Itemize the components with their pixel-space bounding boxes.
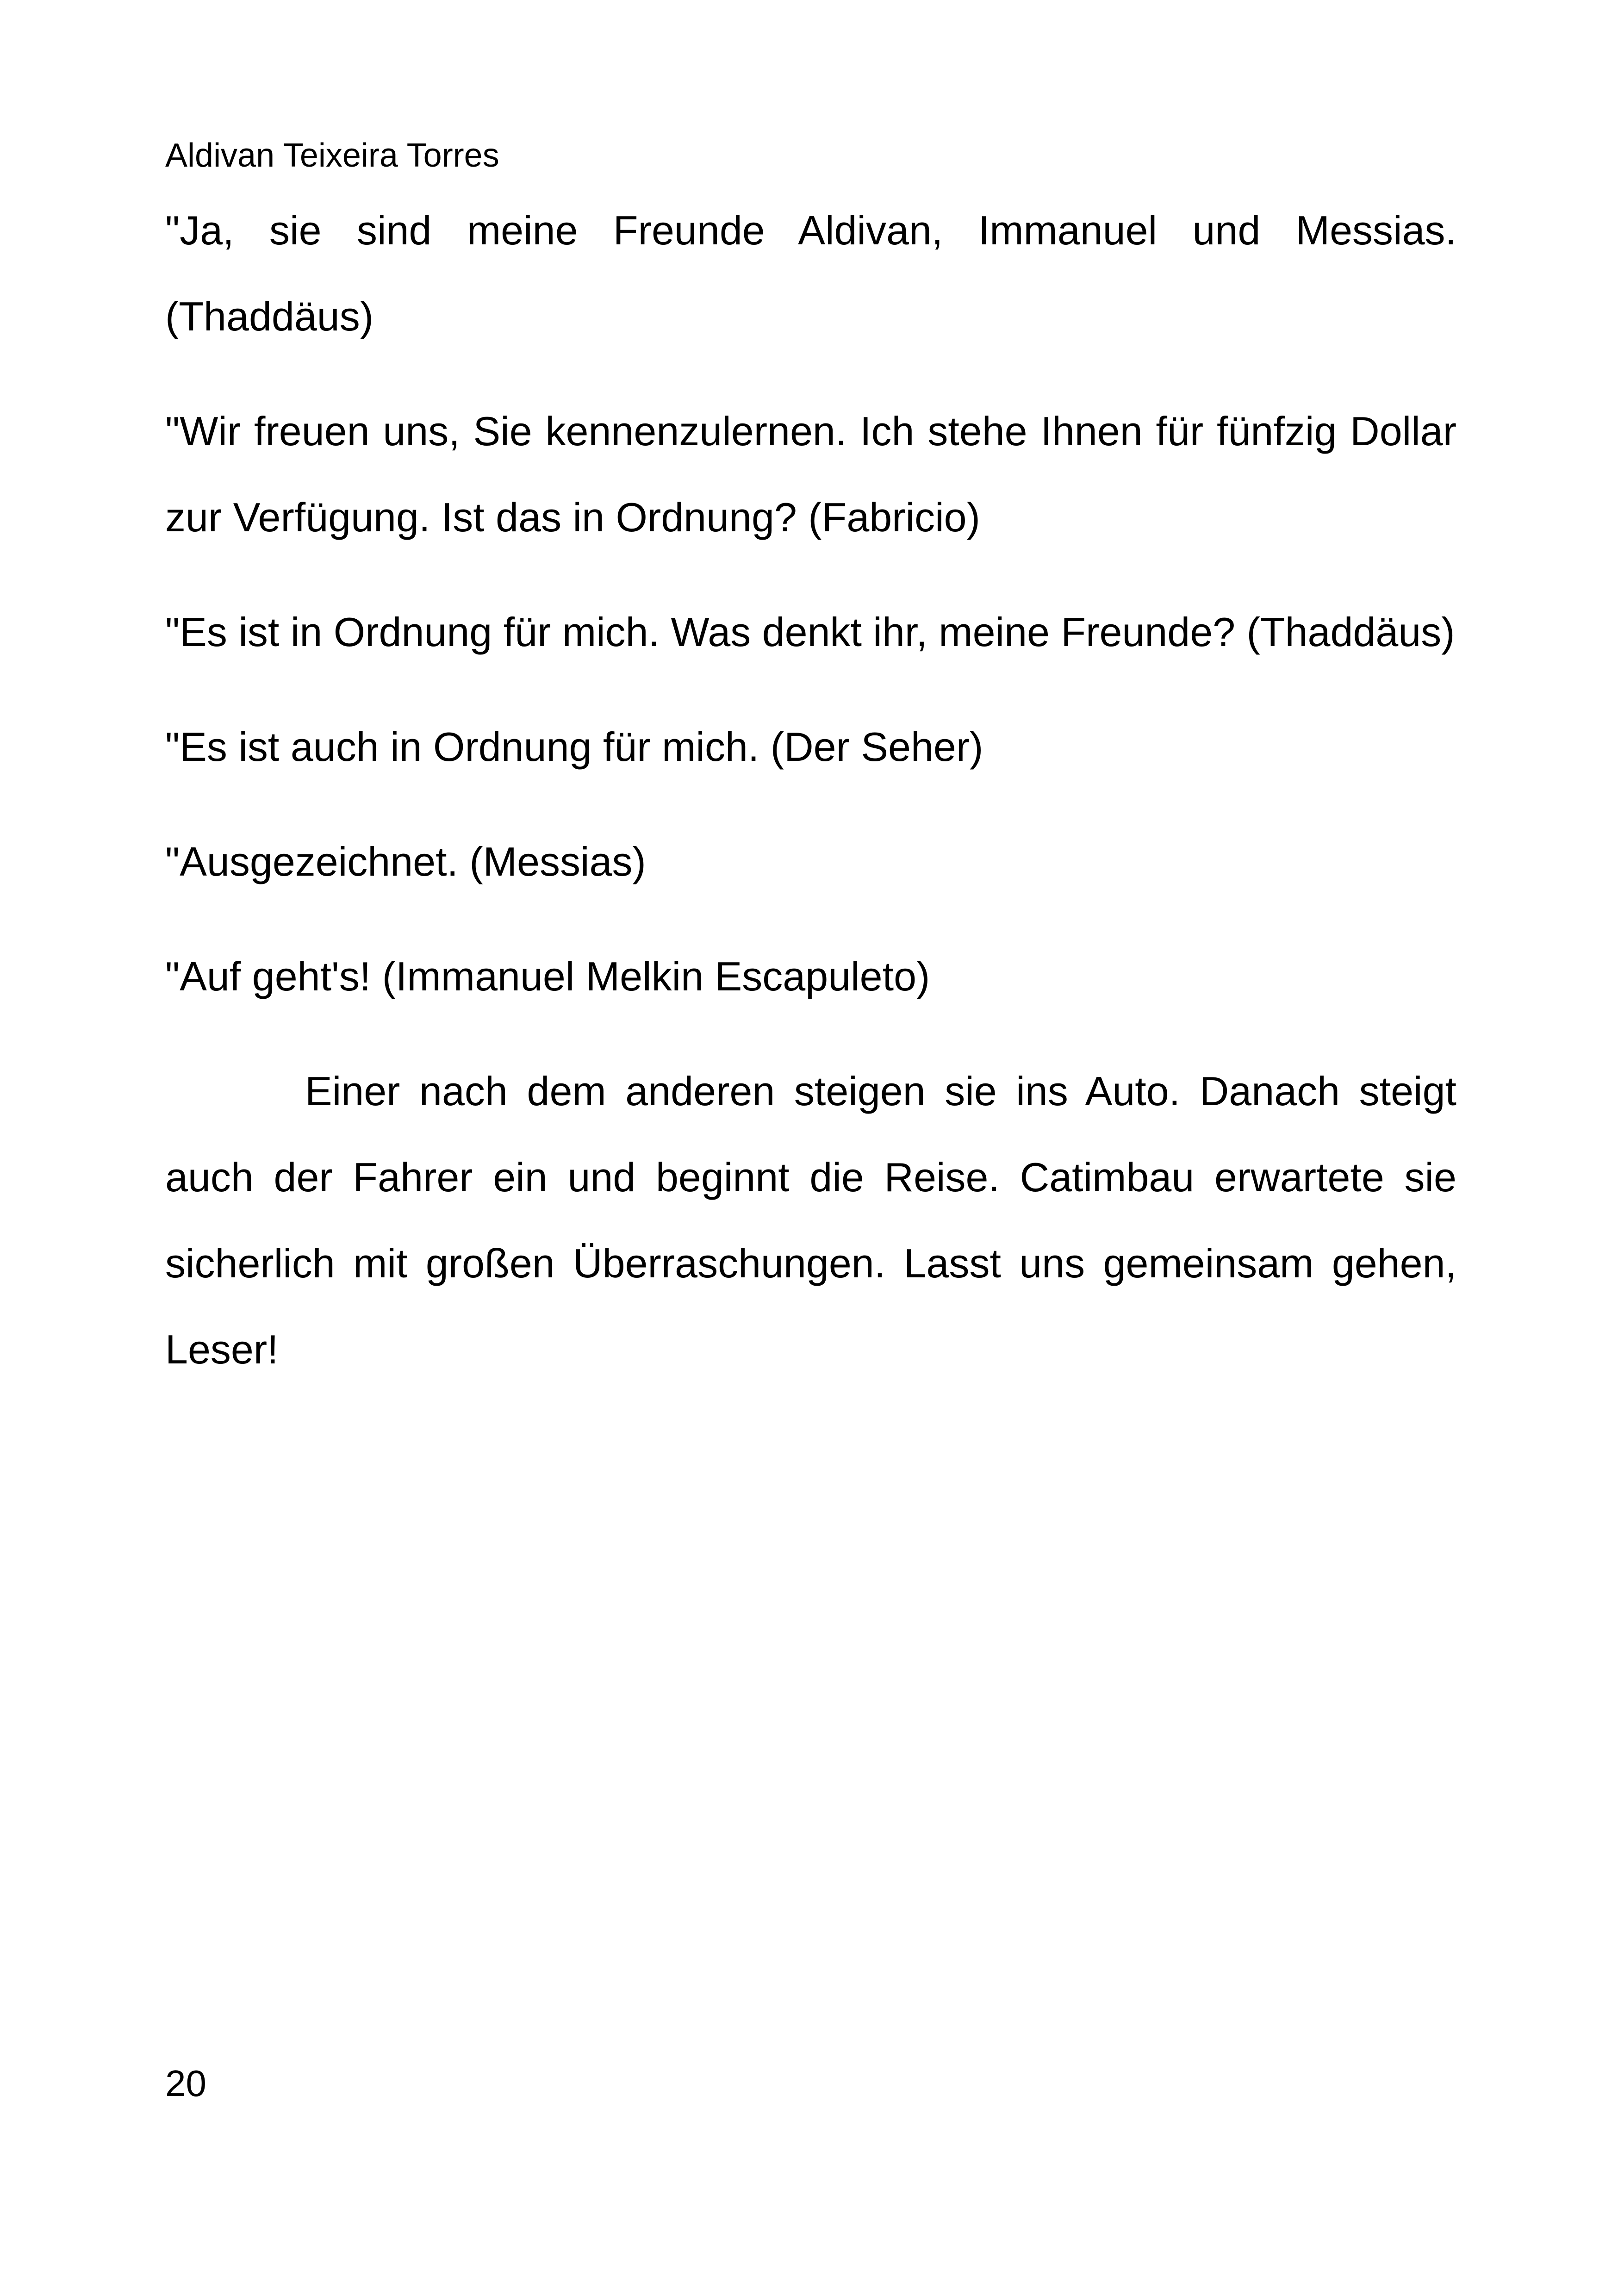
running-header-author: Aldivan Teixeira Torres <box>165 137 499 174</box>
dialogue-paragraph: "Ja, sie sind meine Freunde Aldivan, Immanuel und Messias. (Thaddäus) <box>165 207 1456 339</box>
dialogue-paragraph: "Ausgezeichnet. (Messias) <box>165 839 646 884</box>
dialogue-paragraph: "Es ist auch in Ordnung für mich. (Der Seher) <box>165 724 983 770</box>
dialogue-paragraph: "Auf geht's! (Immanuel Melkin Escapuleto) <box>165 953 930 999</box>
page-number: 20 <box>165 2063 206 2104</box>
page-body <box>165 187 1456 1421</box>
narrative-paragraph: Einer nach dem anderen steigen sie ins Auto. Danach steigt auch der Fahrer ein und beginnt die Reise. Catimbau erwartete sie sicherlich mit großen Überraschungen. Lasst uns gemeinsam gehen, Leser! <box>165 1068 1456 1372</box>
dialogue-paragraph: "Es ist in Ordnung für mich. Was denkt ihr, meine Freunde? (Thaddäus) <box>165 609 1455 655</box>
dialogue-paragraph: "Wir freuen uns, Sie kennenzulernen. Ich stehe Ihnen für fünfzig Dollar zur Verfügung. Ist das in Ordnung? (Fabricio) <box>165 408 1456 540</box>
